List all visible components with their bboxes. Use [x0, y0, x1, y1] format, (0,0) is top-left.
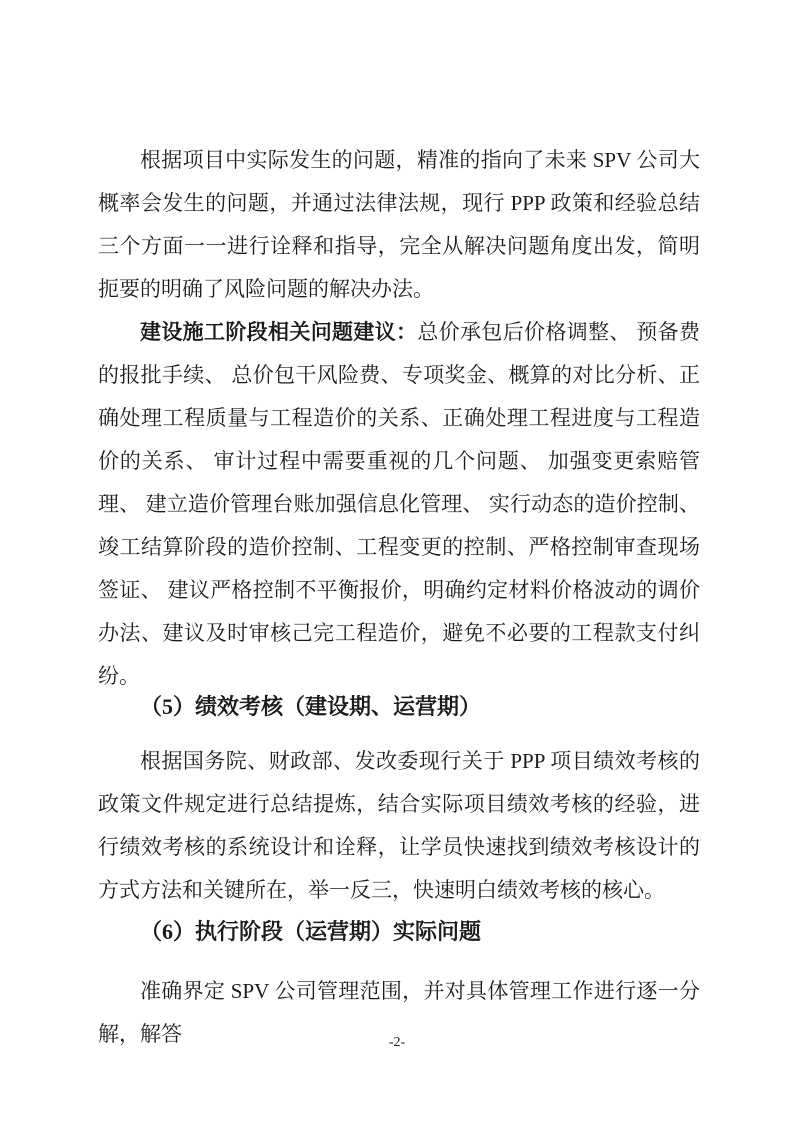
heading-execution-phase: （6）执行阶段（运营期）实际问题: [140, 919, 482, 944]
paragraph-construction-lead: 建设施工阶段相关问题建议：: [140, 320, 418, 344]
document-content: [98, 139, 700, 1056]
paragraph-execution: 准确界定 SPV 公司管理范围，并对具体管理工作进行逐一分解，解答: [98, 979, 700, 1046]
page-footer: [0, 1033, 794, 1053]
paragraph-construction-body: 总价承包后价格调整、 预备费的报批手续、 总价包干风险费、专项奖金、概算的对比分析、正确处理工程质量与工程造价的关系、正确处理工程进度与工程造价的关系、 审计过程中需要重视的几个问题、 加强变更索赔管理、 建立造价管理台账加强信息化管理、 实行动态的造价控制、竣工结算阶段的造价控制、工程变更的控制、严格控制审查现场签证、 建议严格控制不平衡报价，明确约定材料价格波动的调价办法、建议及时审核己完工程造价，避免不必要的工程款支付纠纷。: [98, 320, 700, 688]
paragraph-intro: 根据项目中实际发生的问题，精准的指向了未来 SPV 公司大概率会发生的问题，并通过法律法规，现行 PPP 政策和经验总结三个方面一一进行诠释和指导，完全从解决问题角度出发，简明扼要的明确了风险问题的解决办法。: [98, 148, 700, 301]
paragraph-performance: 根据国务院、财政部、发改委现行关于 PPP 项目绩效考核的政策文件规定进行总结提炼，结合实际项目绩效考核的经验，进行绩效考核的系统设计和诠释，让学员快速找到绩效考核设计的方式方法和关键所在，举一反三，快速明白绩效考核的核心。: [98, 749, 700, 902]
page-number: -2-: [388, 1035, 406, 1050]
paragraph-construction: [98, 311, 700, 698]
heading-performance-assessment: （5）绩效考核（建设期、运营期）: [140, 694, 482, 719]
